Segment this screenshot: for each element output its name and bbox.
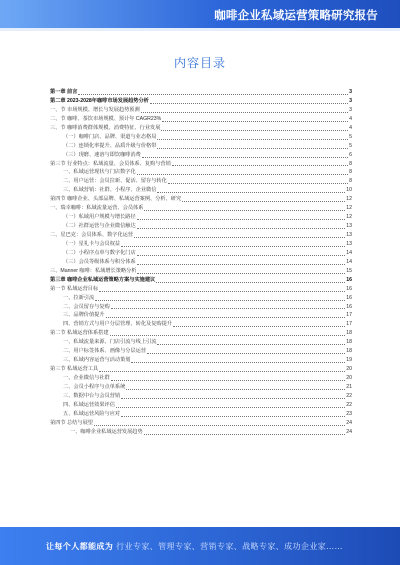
toc-entry[interactable] [50,213,352,222]
toc-entry-page: 3 [349,97,352,104]
toc-entry-label: 二、会员留存与复购 [63,303,110,310]
toc-entry-page: 13 [346,240,352,247]
toc-leader-dots [99,291,345,292]
toc-entry-label: 一、私域流量来源、门店引流与线上引流 [63,339,157,346]
toc-entry-page: 6 [349,151,352,158]
toc-entry-label: 一、咖啡企业私域运营发展趋势 [70,428,143,435]
toc-entry-label: （一）私域用户规模与增长路径 [63,214,136,221]
toc-entry-page: 20 [346,366,352,373]
toc-entry[interactable] [50,151,352,160]
toc-entry[interactable] [50,195,352,204]
toc-entry[interactable] [50,115,352,124]
toc-leader-dots [137,273,345,274]
toc-entry[interactable] [50,428,352,437]
toc-entry-page: 20 [346,375,352,381]
toc-entry[interactable] [50,419,352,428]
toc-leader-dots [142,157,348,158]
toc-entry-label: 三、Manner 咖啡：私域增长策略分析 [50,267,137,274]
toc-entry[interactable] [50,374,352,383]
toc-entry[interactable] [50,329,352,338]
toc-entry[interactable] [50,97,352,106]
toc-entry-label: 第二节 私域运营体系搭建 [50,330,109,337]
toc-entry[interactable] [50,222,352,231]
toc-entry-label: 二、节 咖啡、茶饮市场规模、预计年 CAGR23% [50,115,162,122]
toc-entry[interactable] [50,347,352,356]
toc-entry[interactable] [50,285,352,294]
toc-entry-label: 二、会员小程序与点单系统 [63,383,126,390]
toc-entry-page: 8 [349,178,352,185]
toc-leader-dots [131,362,345,363]
table-of-contents [50,88,352,437]
toc-entry-page: 16 [346,276,352,283]
report-title: 咖啡企业私域运营策略研究报告 [214,8,378,22]
toc-entry[interactable] [50,142,352,151]
toc-heading: 内容目录 [173,56,226,70]
toc-entry-page: 16 [346,294,352,301]
toc-entry-page: 3 [349,89,352,95]
toc-entry-page: 8 [349,160,352,167]
toc-entry-label: （二）小程序点单与数字化门店 [63,249,136,256]
toc-entry-label: 四、营销方式与用户分层管理、转化及复购提升 [63,321,172,328]
toc-entry[interactable] [50,410,352,419]
toc-leader-dots [162,121,348,122]
toc-entry[interactable] [50,392,352,401]
toc-leader-dots [116,407,345,408]
toc-entry-label: 第三章 咖啡企业私域运营策略方案与实施建议 [50,276,156,283]
toc-entry-page: 14 [346,249,352,256]
toc-leader-dots [137,264,346,265]
toc-entry-label: 一、企业微信与社群 [63,375,110,381]
toc-leader-dots [173,326,345,327]
toc-entry-label: 一、瑞幸咖啡：私域流量运营、会员体系 [50,205,144,212]
toc-entry[interactable] [50,267,352,276]
toc-entry-label: 第四节 咖啡企业、头部品牌、私域运营案例、分析、研究 [50,196,182,203]
toc-entry-page: 18 [346,348,352,355]
footer-slogan-lead: 让每个人都能成为 [46,542,114,551]
toc-leader-dots [168,183,348,184]
toc-entry-page: 18 [346,330,352,337]
toc-leader-dots [144,210,345,211]
toc-entry-label: 三、私域营销：社群、小程序、企业微信 [63,187,157,194]
toc-leader-dots [99,371,345,372]
toc-leader-dots [182,201,345,202]
toc-entry-label: 三、品牌价值提升 [63,312,105,319]
toc-leader-dots [106,317,346,318]
toc-entry-page: 3 [349,106,352,113]
toc-leader-dots [111,308,346,309]
toc-entry[interactable] [50,356,352,365]
toc-entry-page: 18 [346,339,352,346]
toc-entry[interactable] [50,338,352,347]
toc-entry[interactable] [50,383,352,392]
toc-leader-dots [157,192,345,193]
toc-leader-dots [157,148,348,149]
toc-entry[interactable] [50,320,352,329]
toc-entry-page: 5 [349,142,352,149]
toc-entry[interactable] [50,276,352,285]
toc-entry[interactable] [50,177,352,186]
toc-leader-dots [121,398,345,399]
toc-entry-label: （三）现磨、速溶与即饮咖啡消费 [63,151,141,158]
toc-entry-label: 第三节 私域运营工具 [50,366,99,373]
toc-entry-page: 16 [346,285,352,292]
toc-leader-dots [161,130,348,131]
toc-entry-label: 第三节 行业特点：私域流量、会员体系、复购与营销 [50,160,171,167]
toc-leader-dots [144,434,346,435]
toc-entry-label: 第二章 2023-2028年咖啡市场发展趋势分析 [50,97,149,104]
toc-entry[interactable] [50,365,352,374]
toc-entry-page: 22 [346,401,352,408]
toc-entry-label: 第一节 私域运营目标 [50,285,99,292]
toc-entry-label: 四、私域运营效果评估 [63,401,115,408]
toc-entry-page: 8 [349,169,352,176]
toc-entry-label: 第四节 总结与展望 [50,419,93,426]
toc-entry-page: 15 [346,267,352,274]
header-stripe [0,28,400,31]
toc-entry-page: 19 [346,357,352,364]
toc-leader-dots [156,282,345,283]
toc-leader-dots [78,94,348,95]
toc-entry-page: 4 [349,115,352,122]
toc-leader-dots [110,335,346,336]
toc-entry[interactable] [50,401,352,410]
footer-slogan [46,541,343,552]
toc-leader-dots [147,353,345,354]
toc-entry[interactable] [50,160,352,169]
toc-leader-dots [137,219,346,220]
toc-leader-dots [134,237,345,238]
toc-entry-page: 4 [349,124,352,131]
toc-entry[interactable] [50,88,352,97]
toc-entry-page: 24 [346,428,352,435]
toc-entry[interactable] [50,133,352,142]
toc-entry-label: 第一章 前言 [50,89,78,95]
toc-entry-page: 17 [346,312,352,319]
toc-entry[interactable] [50,186,352,195]
toc-entry[interactable] [50,303,352,312]
toc-entry-label: 二、星巴克：会员体系、数字化运营 [50,232,134,238]
toc-leader-dots [111,380,346,381]
toc-entry-label: 二、用户标签体系、画像与分层运营 [63,348,147,355]
toc-entry-page: 23 [346,410,352,417]
toc-leader-dots [172,165,348,166]
toc-entry-label: （二）社群运营与企业微信触达 [63,223,136,230]
toc-entry-label: （二）连锁化率提升、品质升级与价格带 [63,142,157,149]
toc-entry-label: 五、私域运营风险与应对 [63,410,121,417]
toc-leader-dots [94,425,345,426]
toc-entry-label: （三）会员等级体系与积分体系 [63,258,136,265]
toc-leader-dots [157,344,345,345]
toc-entry-page: 13 [346,223,352,230]
toc-entry[interactable] [50,124,352,133]
toc-entry-page: 21 [346,383,352,390]
toc-leader-dots [121,416,345,417]
toc-leader-dots [126,389,345,390]
toc-entry-page: 14 [346,258,352,265]
toc-leader-dots [121,246,345,247]
toc-entry-label: 二、用户运营：会员拉新、促活、留存与转化 [63,178,167,185]
toc-entry-page: 12 [346,196,352,203]
toc-entry-label: 三、数据中台与会员营销 [63,392,121,399]
toc-entry-label: 一、节 市场规模、增长与发展趋势预测 [50,106,140,113]
toc-leader-dots [157,139,348,140]
toc-leader-dots [141,112,348,113]
toc-entry-page: 5 [349,133,352,140]
toc-entry-page: 17 [346,321,352,328]
toc-entry-label: 一、拉新引流 [63,294,95,301]
toc-entry-label: 三、节 咖啡消费群体规模、消费特征、行业发展 [50,124,161,131]
toc-entry[interactable] [50,204,352,213]
toc-entry[interactable] [50,231,352,240]
toc-entry[interactable] [50,240,352,249]
toc-entry[interactable] [50,311,352,320]
toc-entry-label: （一）星礼卡与会员权益 [63,240,121,247]
toc-entry-label: 一、私域运营现状与门店数字化 [63,169,136,176]
toc-entry[interactable] [50,106,352,115]
toc-leader-dots [137,174,348,175]
toc-entry-page: 24 [346,419,352,426]
footer-slogan-tail: 行业专家、管理专家、营销专家、战略专家、成功企业家…… [116,542,343,551]
toc-entry[interactable] [50,258,352,267]
toc-entry-page: 13 [346,232,352,238]
toc-entry-page: 16 [346,303,352,310]
toc-entry-label: 三、私域内容运营与活动策划 [63,357,131,364]
toc-entry[interactable] [50,168,352,177]
toc-entry-page: 22 [346,392,352,399]
toc-entry[interactable] [50,294,352,303]
toc-entry-page: 10 [346,187,352,194]
toc-leader-dots [137,228,346,229]
toc-entry-page: 12 [346,205,352,212]
toc-entry[interactable] [50,249,352,258]
toc-leader-dots [137,255,346,256]
toc-entry-label: （一）咖啡门店、品牌、渠道与业态格局 [63,133,157,140]
toc-leader-dots [150,103,348,104]
toc-leader-dots [95,300,345,301]
toc-entry-page: 12 [346,214,352,221]
